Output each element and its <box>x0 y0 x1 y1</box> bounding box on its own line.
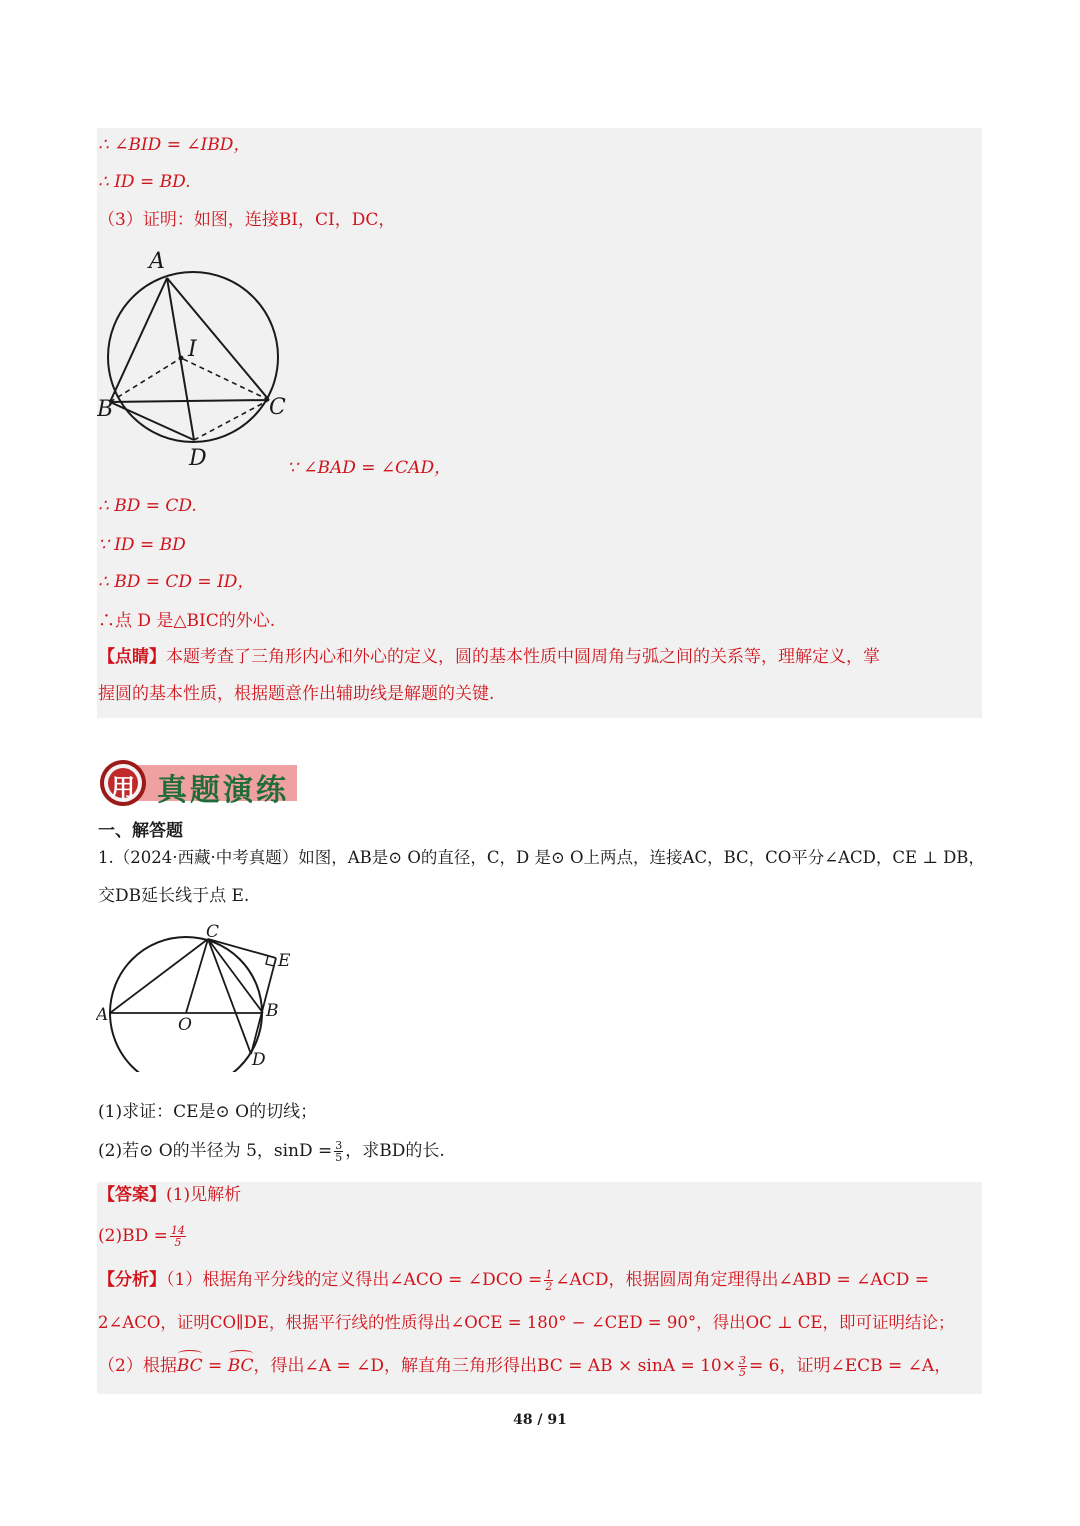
note-line <box>98 645 880 669</box>
circle-o <box>110 937 262 1072</box>
label-c: C <box>206 922 220 942</box>
segment-co <box>186 939 208 1013</box>
segment-cb <box>208 939 263 1013</box>
sub-question-2: (2)若⊙ O的半径为 5，sinD = $\frac{3}{5}$ ，求BD的长. <box>98 1139 445 1164</box>
segment-bc <box>110 400 269 402</box>
label-e: E <box>278 951 291 971</box>
solution-line: ∵ ∠BAD = ∠CAD， <box>287 458 452 478</box>
page-number: 48 / 91 <box>513 1412 567 1428</box>
segment-cd <box>208 939 251 1054</box>
section-banner <box>99 757 299 809</box>
arc-bc: BC <box>176 1356 203 1376</box>
note-tag: 【点睛】 <box>98 647 166 667</box>
fraction: $\frac{1}{2}$ <box>545 1268 553 1293</box>
solution-line: ∵ ID = BD <box>98 535 186 555</box>
banner-icon-char: 用 <box>111 773 135 802</box>
segment-ac <box>110 939 208 1013</box>
label-d: D <box>189 446 207 470</box>
analysis-line: （2）根据BC = BC，得出∠A = ∠D，解直角三角形得出BC = AB × sinA = 10× $\frac{3}{5}$ = 6，证明∠ECB = ∠A， <box>98 1354 952 1379</box>
label-b: B <box>97 397 114 422</box>
sub-question-1: (1)求证：CE是⊙ O的切线； <box>98 1102 318 1122</box>
label-b: B <box>266 1001 279 1021</box>
note-text: 本题考查了三角形内心和外心的定义，圆的基本性质中圆周角与弧之间的关系等，理解定义，掌 <box>166 647 880 667</box>
question-text: 交DB延长线于点 E. <box>98 886 250 906</box>
analysis-line: 【分析】（1）根据角平分线的定义得出∠ACO = ∠DCO = $\frac{1}{2}$ ∠ACD，根据圆周角定理得出∠ABD = ∠ACD = <box>98 1268 929 1293</box>
label-a: A <box>96 1005 109 1025</box>
fraction: $\frac{14}{5}$ <box>170 1224 185 1249</box>
answer-tag: 【答案】 <box>98 1185 166 1205</box>
label-i: I <box>188 337 197 362</box>
label-d: D <box>252 1050 266 1070</box>
note-line: 握圆的基本性质，根据题意作出辅助线是解题的关键. <box>98 684 495 704</box>
solution-line: （3）证明：如图，连接BI，CI，DC， <box>98 210 396 230</box>
label-o: O <box>178 1015 192 1035</box>
circle-incenter-figure <box>97 240 317 470</box>
segment-dc <box>194 400 269 440</box>
fraction: $\frac{3}{5}$ <box>335 1139 343 1164</box>
solution-line: ∴ BD = CD. <box>98 496 197 516</box>
segment-bd <box>110 402 194 440</box>
segment-ab <box>110 278 167 402</box>
label-a: A <box>149 249 165 274</box>
answer-line: (2)BD = $\frac{14}{5}$ <box>98 1224 185 1249</box>
arc-bc: BC <box>227 1356 254 1376</box>
solution-line: ∴ BD = CD = ID， <box>98 572 255 592</box>
section-heading: 一、解答题 <box>98 821 183 841</box>
tangent-figure <box>96 922 306 1072</box>
solution-line: ∴点 D 是△BIC的外心. <box>98 611 276 631</box>
banner-title: 真题演练 <box>157 773 289 808</box>
analysis-line: 2∠ACO，证明CO∥DE，根据平行线的性质得出∠OCE = 180° − ∠CED = 90°，得出OC ⊥ CE，即可证明结论； <box>98 1313 955 1332</box>
question-text: 1.（2024·西藏·中考真题）如图，AB是⊙ O的直径，C，D 是⊙ O上两点，连接AC，BC，CO平分∠ACD，CE ⊥ DB， <box>98 848 985 867</box>
solution-line: ∴ ∠BID = ∠IBD， <box>98 135 251 155</box>
segment-ci <box>181 358 269 400</box>
solution-block-top <box>97 128 982 718</box>
analysis-tag: 【分析】 <box>98 1270 166 1290</box>
point-i <box>179 356 184 361</box>
label-c: C <box>269 395 286 420</box>
answer-block <box>97 1182 982 1394</box>
fraction: $\frac{3}{5}$ <box>739 1354 746 1379</box>
solution-line: ∴ ID = BD. <box>98 172 191 192</box>
answer-line: 【答案】(1)见解析 <box>98 1185 242 1205</box>
